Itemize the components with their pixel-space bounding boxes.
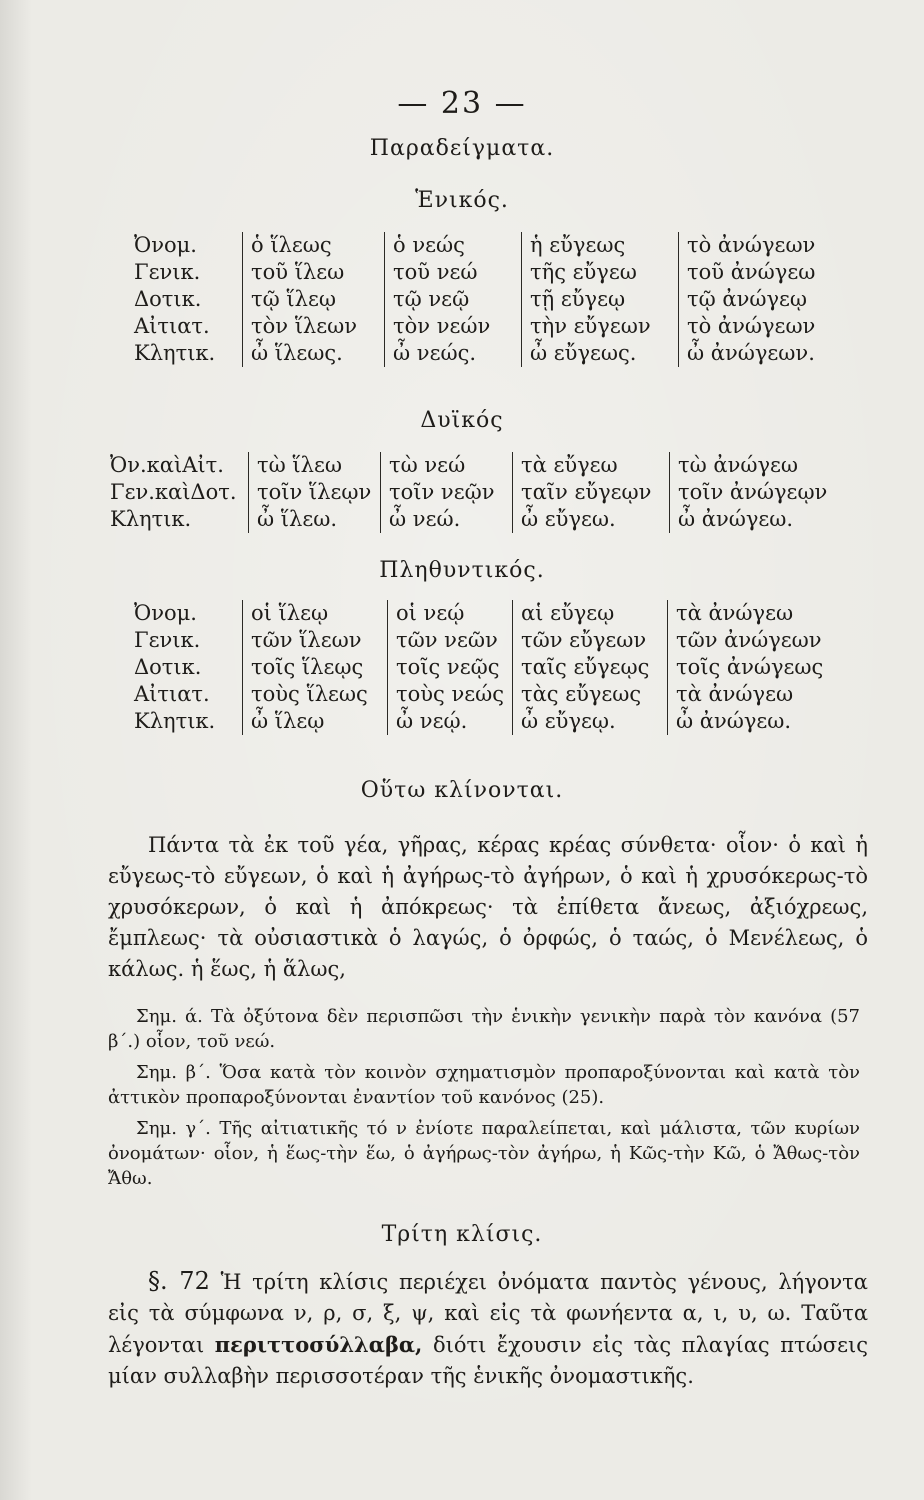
inflection-paragraph — [108, 830, 868, 985]
table-row — [134, 259, 845, 286]
form-ileos: τῷ ἵλεῳ — [243, 286, 385, 313]
form-eugeos: ταῖς εὔγεῳς — [513, 654, 668, 681]
form-eugeos: τῶν εὔγεων — [513, 627, 668, 654]
form-eugeos: ἡ εὔγεως — [522, 232, 679, 259]
form-neos: ὦ νεώ. — [381, 506, 513, 533]
dual-heading: Δυϊκός — [420, 408, 504, 433]
form-neos: ὦ νεῴ. — [388, 708, 513, 735]
plural-heading: Πληθυντικός. — [379, 558, 545, 583]
form-ileos: τοῦ ἵλεω — [243, 259, 385, 286]
form-neos: οἱ νεῴ — [388, 600, 513, 627]
form-ileos: ὦ ἵλεως. — [243, 340, 385, 367]
form-eugeos: τὰς εὔγεως — [513, 681, 668, 708]
examples-heading: Παραδείγματα. — [369, 136, 555, 161]
form-neos: τὸν νεών — [385, 313, 522, 340]
notes-block — [108, 1004, 860, 1191]
form-eugeos: ὦ εὔγεω. — [513, 506, 670, 533]
table-row — [134, 600, 844, 627]
case-label: Κλητικ. — [110, 507, 192, 531]
form-eugeos: ὦ εὔγεῳ. — [513, 708, 668, 735]
form-neos: τοῖν νεῷν — [381, 479, 513, 506]
note-2: Σημ. β΄. Ὅσα κατὰ τὸν κοινὸν σχηματισμὸν προπαροξύνονται καὶ κατὰ τὸν ἀττικὸν προπαροξύνονται ἐναντίον τοῦ κανόνος (25). — [108, 1062, 860, 1108]
bold-term: περιττοσύλλαβα, — [214, 1332, 423, 1357]
form-anogeon: ὦ ἀνώγεων. — [679, 340, 846, 367]
table-row — [134, 654, 844, 681]
form-eugeos: τὴν εὔγεων — [522, 313, 679, 340]
form-eugeos: τῆς εὔγεω — [522, 259, 679, 286]
case-label: Δοτικ. — [134, 655, 202, 679]
case-label: Ὀνομ. — [134, 233, 197, 257]
plural-table — [134, 600, 844, 735]
case-label: Γενικ. — [134, 260, 201, 284]
form-neos: τοῦ νεώ — [385, 259, 522, 286]
singular-table — [134, 232, 845, 367]
case-label: Κλητικ. — [134, 709, 216, 733]
form-eugeos: τὰ εὔγεω — [513, 452, 670, 479]
form-neos: τὼ νεώ — [381, 452, 513, 479]
case-label: Δοτικ. — [134, 287, 202, 311]
table-row — [110, 506, 836, 533]
section-text-after: διότι ἔχουσιν εἰς τὰς πλαγίας πτώσεις μίαν συλλαβὴν περισσοτέραν τῆς ἑνικῆς ὀνομαστικῆς. — [108, 1333, 868, 1388]
form-anogeon: τὰ ἀνώγεω — [668, 681, 845, 708]
form-ileos: τὸν ἵλεων — [243, 313, 385, 340]
form-neos: τοὺς νεώς — [388, 681, 513, 708]
form-ileos: τοὺς ἵλεως — [243, 681, 388, 708]
form-anogeon: τῶν ἀνώγεων — [668, 627, 845, 654]
form-ileos: τοῖν ἵλεῳν — [249, 479, 381, 506]
form-neos: ὁ νεώς — [385, 232, 522, 259]
form-anogeon: τοῖν ἀνώγεῳν — [670, 479, 837, 506]
form-ileos: ὦ ἵλεω. — [249, 506, 381, 533]
form-neos: τοῖς νεῷς — [388, 654, 513, 681]
case-label: Αἰτιατ. — [134, 314, 210, 338]
form-eugeos: ὦ εὔγεως. — [522, 340, 679, 367]
form-neos: τῶν νεῶν — [388, 627, 513, 654]
table-row — [134, 340, 845, 367]
table-row — [134, 232, 845, 259]
form-anogeon: τὸ ἀνώγεων — [679, 313, 846, 340]
case-label: Ὀνομ. — [134, 601, 197, 625]
table-row — [134, 286, 845, 313]
paragraph-text: Πάντα τὰ ἐκ τοῦ γέα, γῆρας, κέρας κρέας σύνθετα· οἷον· ὁ καὶ ἡ εὔγεως-τὸ εὔγεων, ὁ καὶ ἡ ἀγήρως-τὸ ἀγήρων, ὁ καὶ ἡ χρυσόκερως-τὸ χρυσόκερων, ὁ καὶ ἡ ἀπόκρεως· τὰ ἐπίθετα ἄνεως, ἀξιόχρεως, ἔμπλεως· τὰ οὐσιαστικὰ ὁ λαγώς, ὁ ὀρφώς, ὁ ταώς, ὁ Μενέλεως, ὁ κάλως. ἡ ἕως, ἡ ἅλως, — [108, 833, 868, 981]
section-text-before: Ἡ τρίτη κλίσις περιέχει ὀνόματα παντὸς γένους, λήγοντα εἰς τὰ σύμφωνα ν, ρ, σ, ξ, ψ, καὶ εἰς τὰ φωνήεντα α, ι, υ, ω. Ταῦτα λέγονται — [108, 1270, 868, 1357]
form-anogeon: τὼ ἀνώγεω — [670, 452, 837, 479]
form-anogeon: τὸ ἀνώγεων — [679, 232, 846, 259]
section-marker: §. 72 — [148, 1267, 210, 1295]
form-ileos: τῶν ἵλεων — [243, 627, 388, 654]
form-ileos: οἱ ἵλεῳ — [243, 600, 388, 627]
case-label: Ὀν.καὶΑἰτ. — [110, 453, 224, 477]
table-row — [134, 708, 844, 735]
form-anogeon: τοῦ ἀνώγεω — [679, 259, 846, 286]
table-row — [110, 452, 836, 479]
page-edge-shadow — [0, 0, 32, 1500]
form-anogeon: ὦ ἀνώγεω. — [668, 708, 845, 735]
table-row — [134, 313, 845, 340]
third-declension-heading: Τρίτη κλίσις. — [381, 1222, 543, 1247]
form-anogeon: τοῖς ἀνώγεως — [668, 654, 845, 681]
form-ileos: τοῖς ἵλεῳς — [243, 654, 388, 681]
page-number: — 23 — — [397, 86, 527, 121]
form-eugeos: τῇ εὔγεῳ — [522, 286, 679, 313]
inflected-heading: Οὕτω κλίνονται. — [360, 778, 564, 803]
table-row — [134, 681, 844, 708]
case-label: Κλητικ. — [134, 341, 216, 365]
form-eugeos: αἱ εὔγεῳ — [513, 600, 668, 627]
form-anogeon: τὰ ἀνώγεω — [668, 600, 845, 627]
form-ileos: ὦ ἵλεῳ — [243, 708, 388, 735]
form-neos: ὦ νεώς. — [385, 340, 522, 367]
section-72 — [108, 1266, 868, 1392]
form-ileos: ὁ ἵλεως — [243, 232, 385, 259]
note-3: Σημ. γ΄. Τῆς αἰτιατικῆς τό ν ἐνίοτε παραλείπεται, καὶ μάλιστα, τῶν κυρίων ὀνομάτων· οἷον, ἡ ἕως-τὴν ἕω, ὁ ἀγήρως-τὸν ἀγήρω, ἡ Κῶς-τὴν Κῶ, ὁ Ἄθως-τὸν Ἄθω. — [108, 1118, 860, 1189]
case-label: Γενικ. — [134, 628, 201, 652]
case-label: Αἰτιατ. — [134, 682, 210, 706]
form-anogeon: ὦ ἀνώγεω. — [670, 506, 837, 533]
case-label: Γεν.καὶΔοτ. — [110, 480, 237, 504]
table-row — [110, 479, 836, 506]
form-neos: τῷ νεῷ — [385, 286, 522, 313]
table-row — [134, 627, 844, 654]
note-1: Σημ. ά. Τὰ ὀξύτονα δὲν περισπῶσι τὴν ἑνικὴν γενικὴν παρὰ τὸν κανόνα (57 β΄.) οἷον, τοῦ νεώ. — [108, 1006, 860, 1052]
form-eugeos: ταῖν εὔγεῳν — [513, 479, 670, 506]
dual-table — [110, 452, 836, 533]
form-anogeon: τῷ ἀνώγεῳ — [679, 286, 846, 313]
section-72-paragraph — [108, 1266, 868, 1392]
form-ileos: τὼ ἵλεω — [249, 452, 381, 479]
singular-heading: Ἑνικός. — [415, 188, 509, 213]
